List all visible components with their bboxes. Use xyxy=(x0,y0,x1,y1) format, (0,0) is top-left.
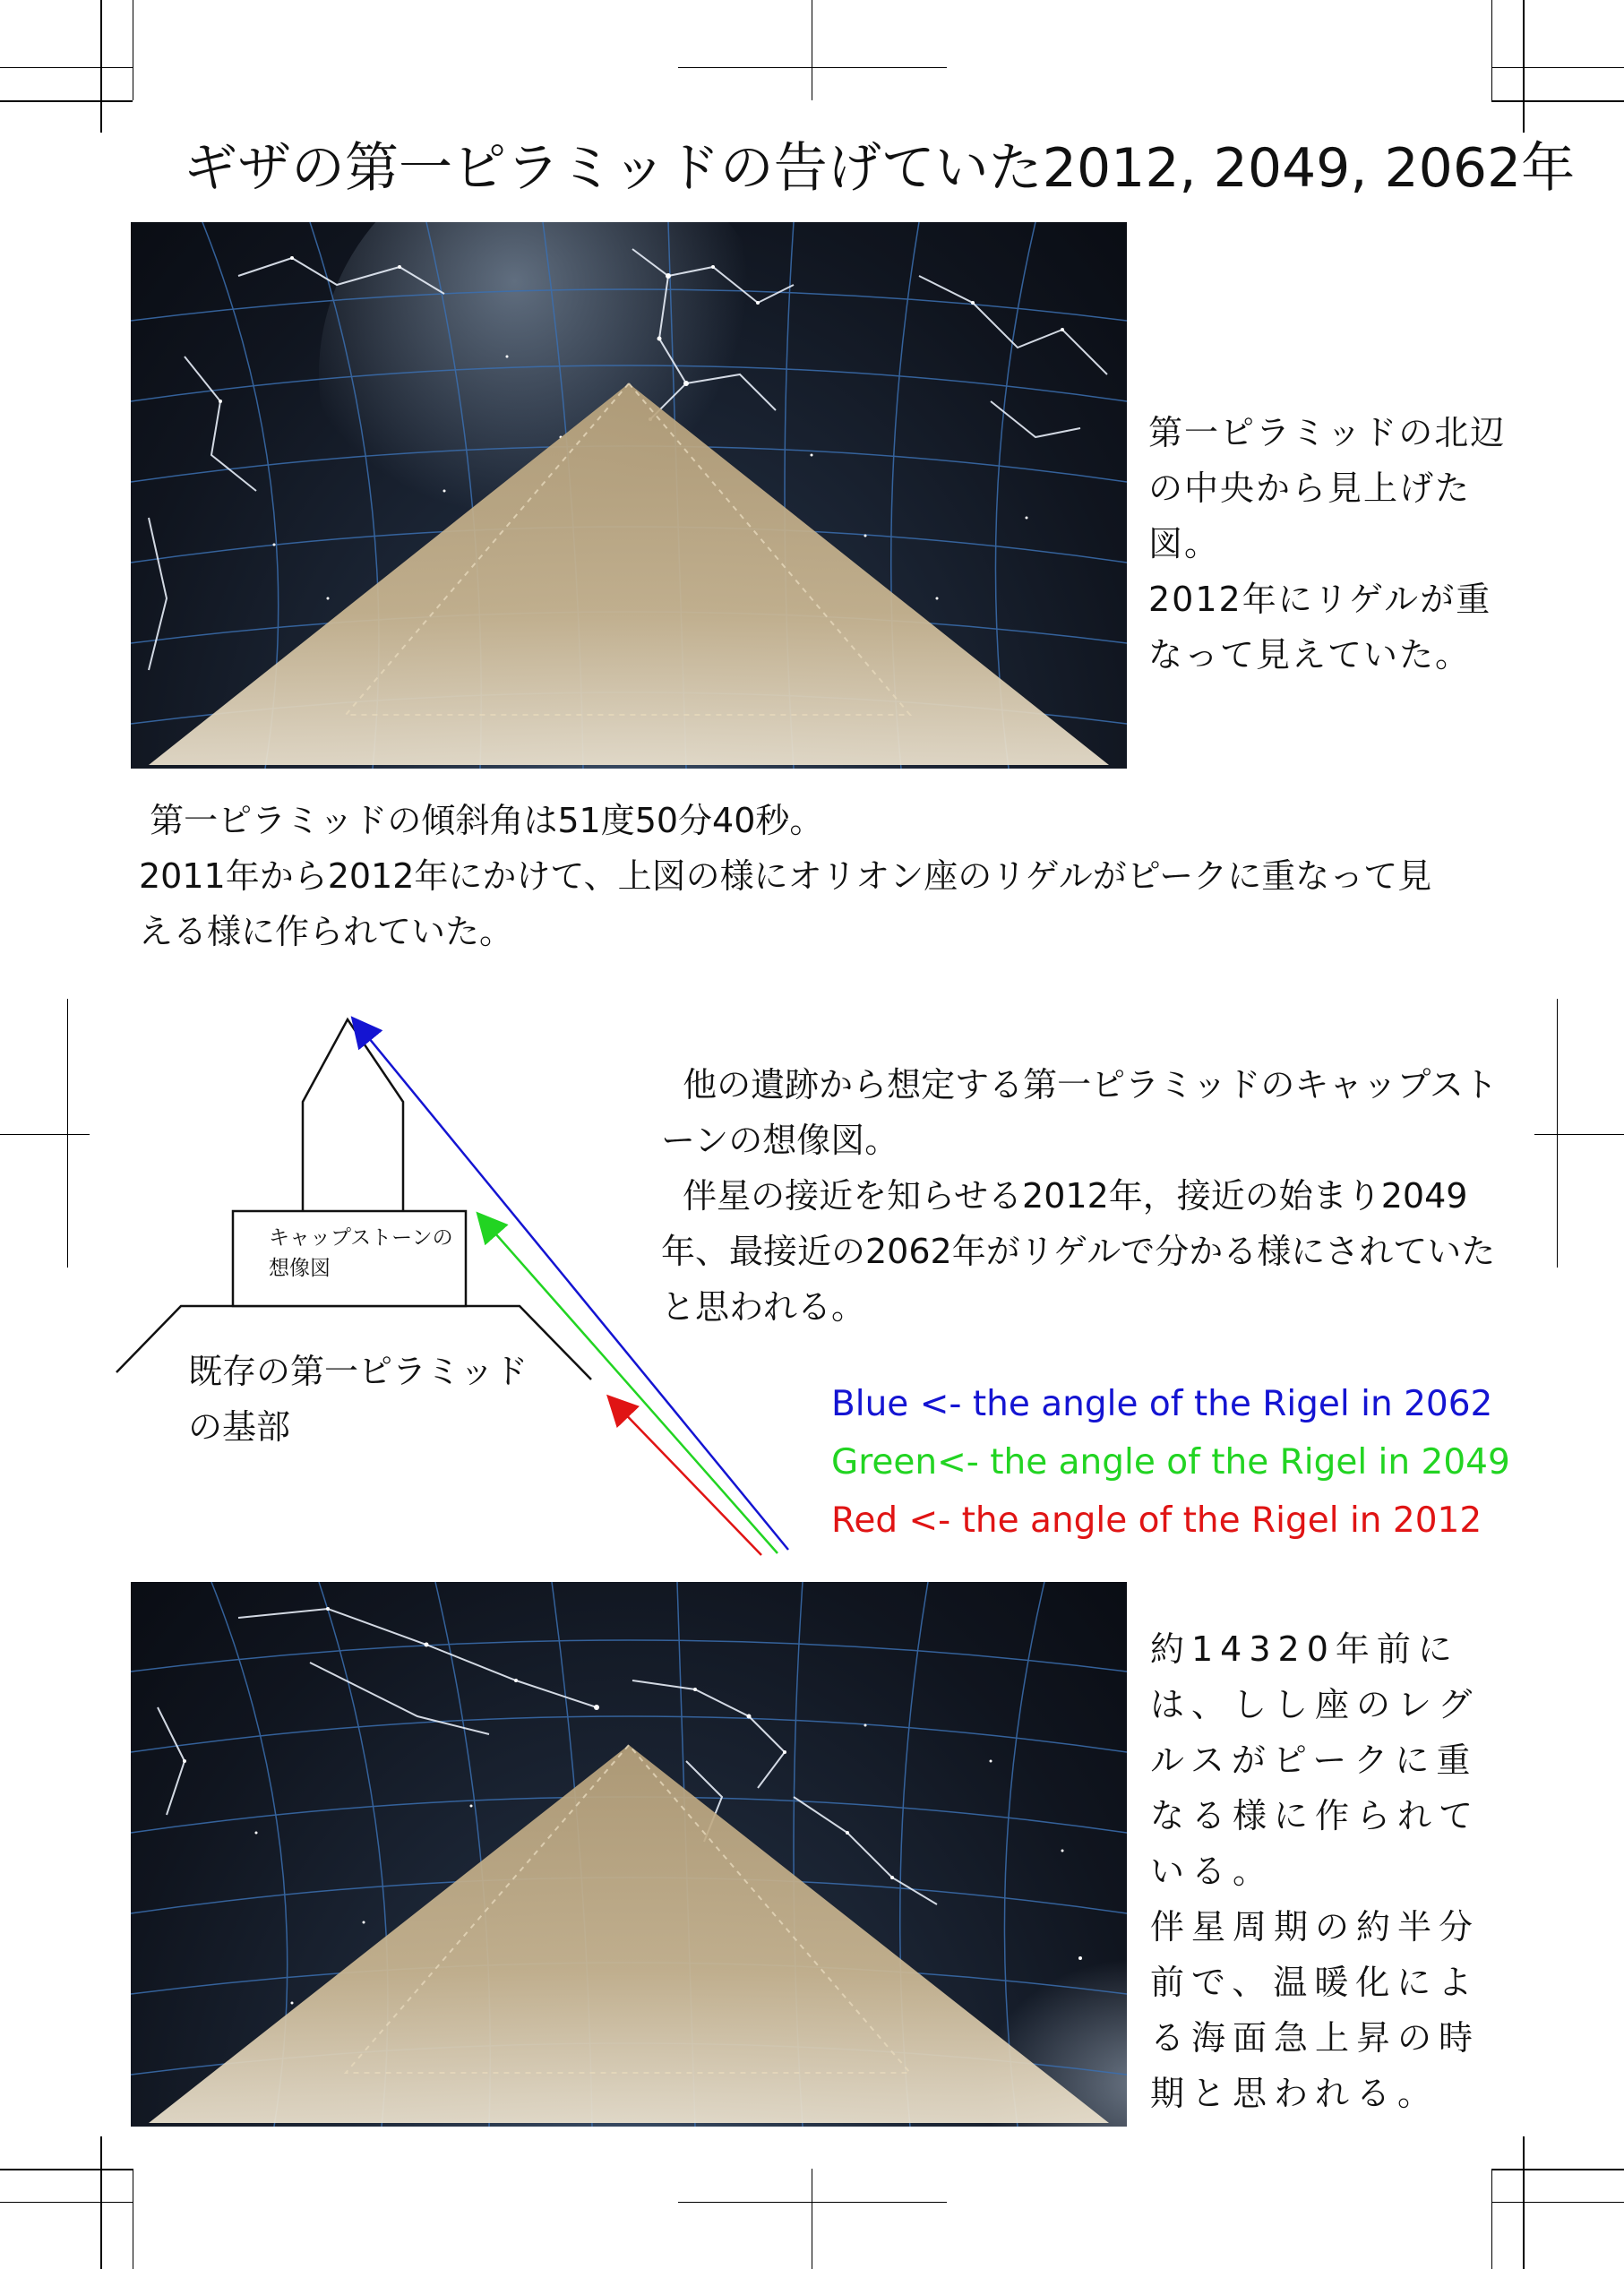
legend-red: Red <- the angle of the Rigel in 2012 xyxy=(831,1500,1482,1541)
legend-blue: Blue <- the angle of the Rigel in 2062 xyxy=(831,1384,1493,1424)
top-sky-image xyxy=(131,222,1127,769)
capstone-label: キャップストーンの想像図 xyxy=(269,1226,453,1280)
page-title: ギザの第一ピラミッドの告げていた2012, 2049, 2062年 xyxy=(184,137,1576,200)
bottom-sky-illustration xyxy=(131,1582,1127,2127)
bottom-sky-image xyxy=(131,1582,1127,2127)
base-label: 既存の第一ピラミッドの基部 xyxy=(188,1352,528,1447)
middle-text-line1: 第一ピラミッドの傾斜角は51度50分40秒。 xyxy=(139,801,824,840)
middle-text-line2: 2011年から2012年にかけて、上図の様にオリオン座のリゲルがピークに重なって見える様に作られていた。 xyxy=(139,856,1432,951)
legend-green: Green<- the angle of the Rigel in 2049 xyxy=(831,1442,1510,1483)
capstone-peak-outline xyxy=(303,1019,403,1211)
bottom-caption: 約14320年前には、しし座のレグルスがピークに重なる様に作られている。 伴星周期の約半分前で、温暖化による海面急上昇の時期と思われる。 xyxy=(1150,1629,1481,2113)
arrow-red xyxy=(613,1401,761,1555)
diagram-description: 他の遺跡から想定する第一ピラミッドのキャップストーンの想像図。 伴星の接近を知らせる2012年，接近の始まり2049年、最接近の2062年がリゲルで分かる様にされていたと思われる。 xyxy=(661,1065,1498,1327)
top-caption: 第一ピラミッドの北辺の中央から見上げた図。 2012年にリゲルが重なって見えていた。 xyxy=(1148,413,1507,675)
top-sky-illustration xyxy=(131,222,1127,769)
